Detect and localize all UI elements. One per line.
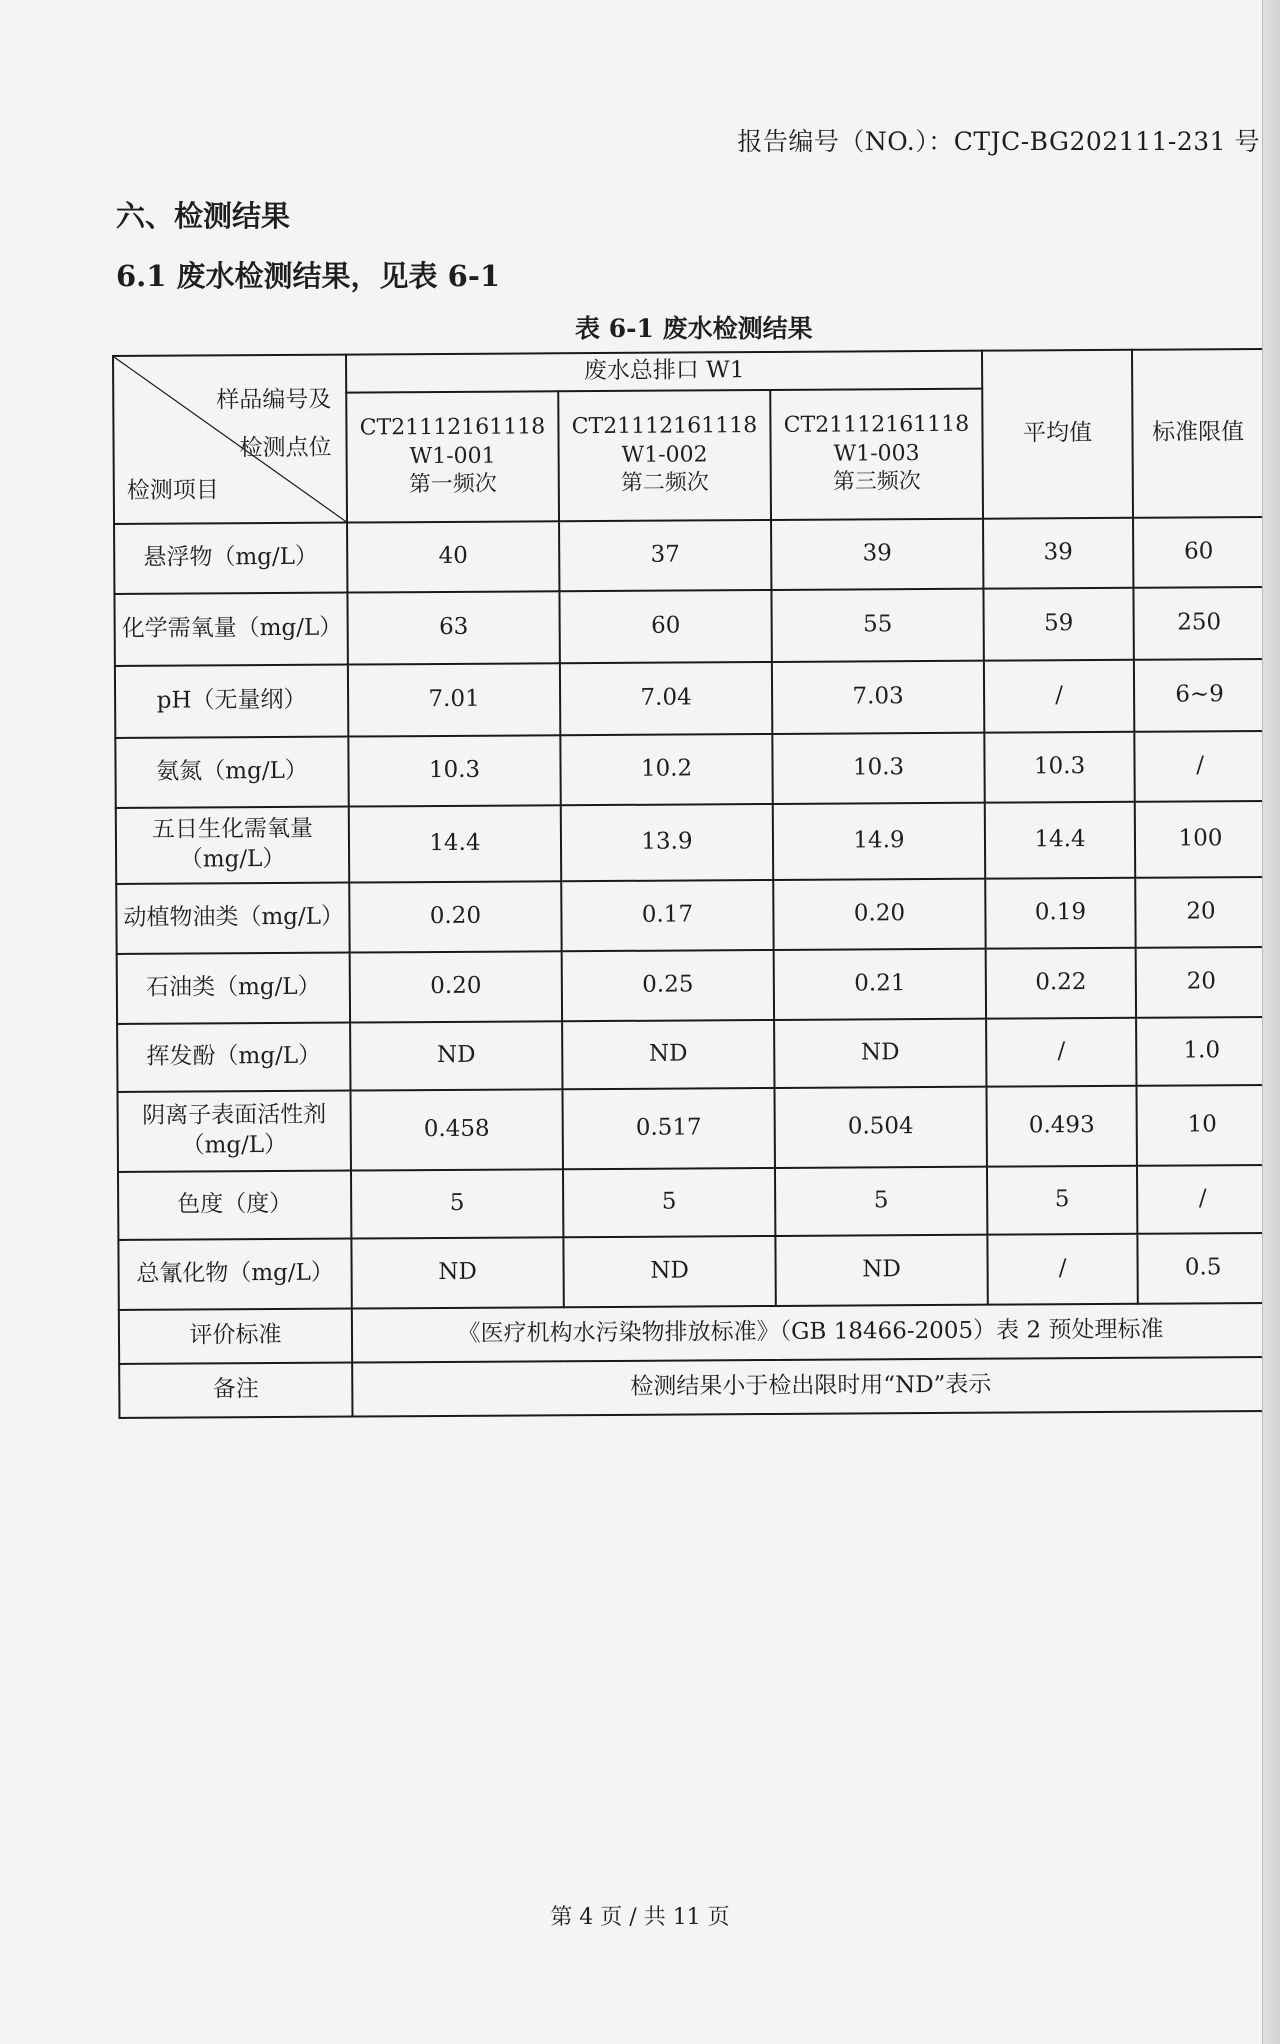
item-name: pH（无量纲）	[115, 665, 348, 738]
sample-id: W1-001	[409, 443, 496, 469]
item-name: 动植物油类（mg/L）	[116, 883, 349, 954]
evaluation-standard-value: 《医疗机构水污染物排放标准》（GB 18466-2005）表 2 预处理标准	[352, 1303, 1269, 1363]
value-3: 0.21	[774, 949, 986, 1020]
limit-value: 20	[1135, 877, 1266, 948]
table-row	[117, 947, 1267, 1024]
sample-code: CT21112161118	[359, 414, 546, 441]
limit-value: /	[1137, 1165, 1268, 1234]
value-2: 7.04	[560, 662, 772, 735]
average-value: 0.22	[986, 948, 1136, 1019]
value-2: 60	[559, 590, 771, 663]
corner-item-label: 检测项目	[126, 477, 219, 505]
table-row	[117, 1017, 1267, 1092]
sample-code: CT21112161118	[571, 413, 758, 440]
limit-value: 250	[1133, 587, 1264, 660]
remark-label: 备注	[119, 1363, 352, 1418]
limit-value: 1.0	[1136, 1017, 1267, 1086]
value-2: 13.9	[561, 804, 773, 881]
corner-sample-label: 样品编号及	[216, 386, 332, 414]
limit-value: 0.5	[1137, 1233, 1268, 1304]
average-value: 39	[983, 518, 1133, 589]
average-value: /	[987, 1234, 1137, 1305]
value-2: 5	[563, 1168, 775, 1237]
value-2: 0.17	[561, 880, 773, 951]
corner-location-label: 检测点位	[239, 434, 332, 462]
page-number: 第 4 页 / 共 11 页	[550, 1905, 730, 1930]
value-1: 0.458	[350, 1089, 562, 1170]
value-3: ND	[775, 1235, 987, 1306]
value-3: 0.504	[774, 1087, 987, 1168]
item-name-line-1: 五日生化需氧量	[151, 815, 313, 843]
average-value: 5	[987, 1166, 1137, 1235]
item-name	[118, 1091, 351, 1172]
value-1: 40	[347, 521, 559, 592]
value-1: 63	[347, 591, 559, 664]
value-2: 10.2	[560, 734, 772, 805]
average-value: 10.3	[984, 732, 1134, 803]
value-1: 7.01	[348, 663, 560, 736]
value-3: ND	[774, 1019, 986, 1088]
value-3: 7.03	[772, 661, 984, 734]
remark-row	[119, 1357, 1269, 1418]
evaluation-standard-label: 评价标准	[119, 1309, 352, 1364]
table-caption: 表 6-1 废水检测结果	[575, 314, 813, 343]
item-name-line-2: （mg/L）	[179, 845, 286, 873]
average-value: 59	[983, 588, 1133, 661]
sample-frequency: 第二频次	[620, 470, 709, 497]
sample-frequency: 第三频次	[832, 469, 921, 495]
item-name: 总氰化物（mg/L）	[118, 1239, 351, 1310]
avg-header: 平均值	[982, 350, 1133, 519]
value-2: 0.25	[562, 950, 774, 1021]
value-1: ND	[351, 1237, 563, 1308]
remark-value: 检测结果小于检出限时用“ND”表示	[352, 1357, 1269, 1417]
value-1: 5	[351, 1169, 563, 1238]
value-3: 55	[771, 589, 983, 662]
table-row	[114, 517, 1264, 594]
item-name-line-1: 阴离子表面活性剂	[142, 1101, 327, 1129]
section-title: 六、检测结果	[116, 199, 291, 233]
value-1: 10.3	[348, 735, 560, 806]
results-table	[112, 348, 1271, 1419]
table-row	[118, 1085, 1268, 1172]
limit-value: 20	[1136, 947, 1267, 1018]
value-2: ND	[562, 1020, 774, 1089]
sample-code: CT21112161118	[783, 411, 970, 439]
value-1: 0.20	[350, 951, 562, 1022]
value-1: 14.4	[349, 805, 561, 882]
value-3: 14.9	[773, 803, 985, 880]
item-name: 挥发酚（mg/L）	[117, 1023, 350, 1092]
sample-id: W1-003	[833, 440, 920, 467]
item-name	[116, 807, 349, 884]
value-3: 10.3	[772, 733, 984, 804]
limit-value: 100	[1135, 801, 1266, 878]
value-1: 0.20	[349, 881, 561, 952]
value-3: 5	[775, 1167, 987, 1236]
table-row	[116, 801, 1266, 884]
item-name: 氨氮（mg/L）	[115, 737, 348, 808]
sample-header-2	[558, 390, 771, 521]
limit-value: 10	[1137, 1085, 1268, 1166]
value-2: ND	[563, 1236, 775, 1307]
table-row	[114, 587, 1264, 666]
sample-header-1	[346, 391, 559, 522]
subsection-title: 6.1 废水检测结果，见表 6-1	[116, 259, 501, 293]
item-name: 悬浮物（mg/L）	[114, 523, 347, 594]
page-edge-shadow	[1262, 0, 1280, 2044]
average-value: /	[984, 660, 1134, 733]
table-row	[118, 1165, 1268, 1240]
item-name: 色度（度）	[118, 1171, 351, 1240]
value-1: ND	[350, 1021, 562, 1090]
value-3: 0.20	[773, 879, 985, 950]
limit-value: 6~9	[1134, 659, 1265, 732]
corner-header-cell	[113, 355, 347, 524]
results-table-wrapper	[112, 348, 1268, 1419]
sample-id: W1-002	[621, 442, 708, 468]
value-2: 0.517	[562, 1088, 774, 1169]
table-row	[115, 659, 1265, 738]
item-name-line-2: （mg/L）	[181, 1131, 288, 1159]
average-value: 14.4	[985, 802, 1135, 879]
table-row	[115, 731, 1265, 808]
location-group-header: 废水总排口 W1	[346, 351, 982, 393]
report-number: 报告编号（NO.）：CTJC-BG202111-231 号	[737, 127, 1260, 156]
limit-header: 标准限值	[1132, 349, 1264, 518]
evaluation-standard-row	[119, 1303, 1269, 1364]
item-name: 石油类（mg/L）	[117, 953, 350, 1024]
table-row	[116, 877, 1266, 954]
average-value: 0.19	[985, 878, 1135, 949]
table-row	[118, 1233, 1268, 1310]
sample-frequency: 第一频次	[408, 471, 497, 498]
average-value: /	[986, 1018, 1136, 1087]
header-row-1	[113, 349, 1263, 394]
item-name: 化学需氧量（mg/L）	[114, 593, 347, 666]
value-2: 37	[559, 520, 771, 591]
value-3: 39	[771, 519, 983, 590]
sample-header-3	[770, 389, 983, 520]
average-value: 0.493	[987, 1086, 1137, 1167]
limit-value: 60	[1133, 517, 1264, 588]
limit-value: /	[1134, 731, 1265, 802]
